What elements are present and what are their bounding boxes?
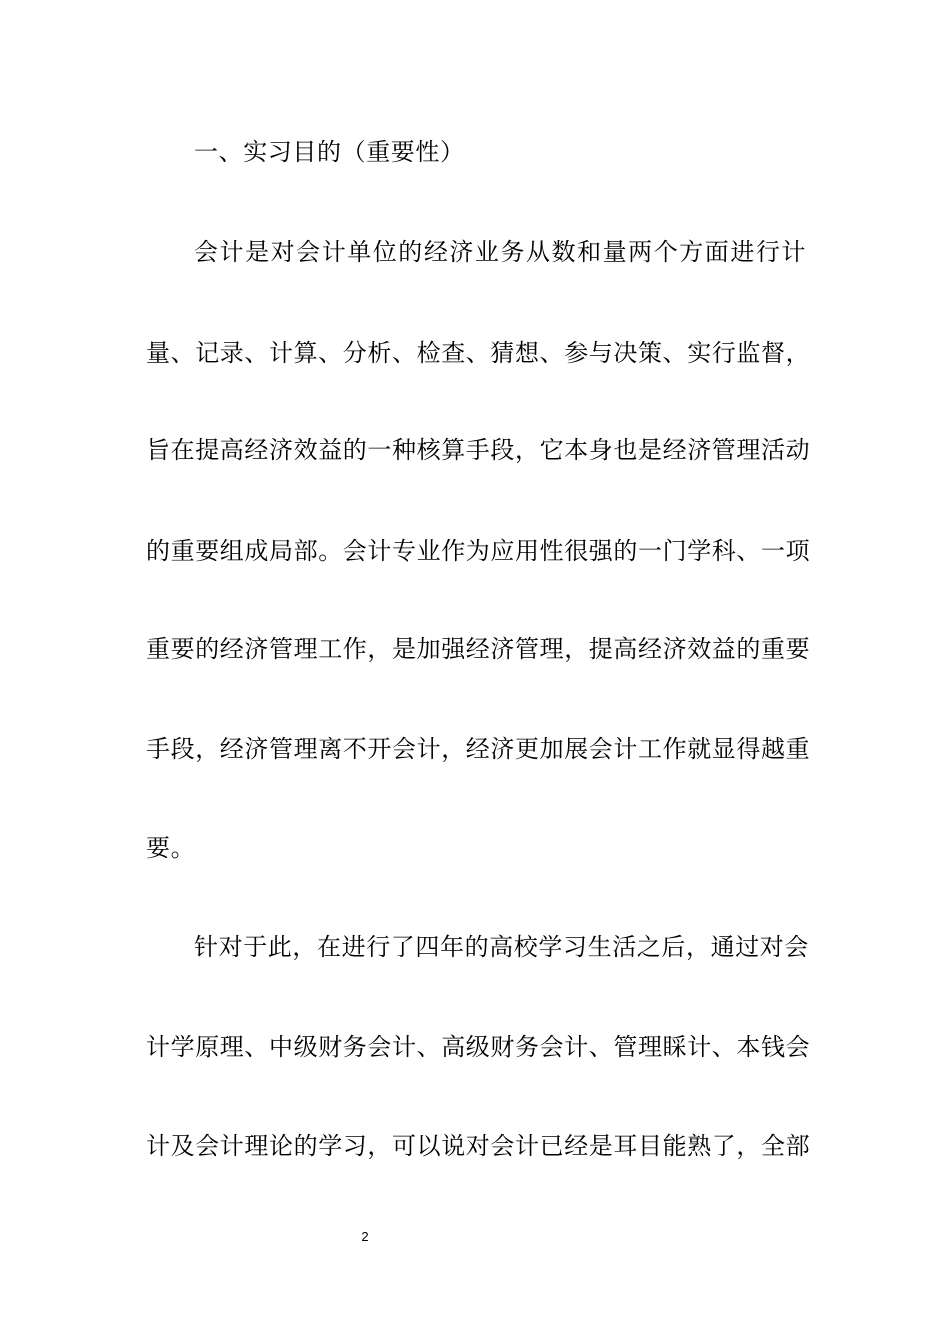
paragraph-line: 重要的经济管理工作，是加强经济管理，提高经济效益的重要 bbox=[146, 635, 811, 663]
page-number: 2 bbox=[361, 1229, 369, 1244]
paragraph-line: 针对于此，在进行了四年的高校学习生活之后，通过对会 bbox=[194, 933, 809, 961]
paragraph-line: 要。 bbox=[146, 834, 196, 862]
section-heading: 一、实习目的（重要性） bbox=[194, 138, 465, 166]
paragraph-line: 会计是对会计单位的经济业务从数和量两个方面进行计 bbox=[194, 238, 806, 266]
paragraph-line: 计及会计理论的学习，可以说对会计已经是耳目能熟了，全部 bbox=[146, 1132, 811, 1160]
paragraph-line: 量、记录、计算、分析、检查、猜想、参与决策、实行监督， bbox=[146, 339, 811, 367]
paragraph-line: 旨在提高经济效益的一种核算手段，它本身也是经济管理活动 bbox=[146, 436, 811, 464]
paragraph-line: 计学原理、中级财务会计、高级财务会计、管理睬计、本钱会 bbox=[146, 1033, 811, 1061]
paragraph-line: 的重要组成局部。会计专业作为应用性很强的一门学科、一项 bbox=[146, 537, 811, 565]
paragraph-line: 手段，经济管理离不开会计，经济更加展会计工作就显得越重 bbox=[146, 735, 811, 763]
